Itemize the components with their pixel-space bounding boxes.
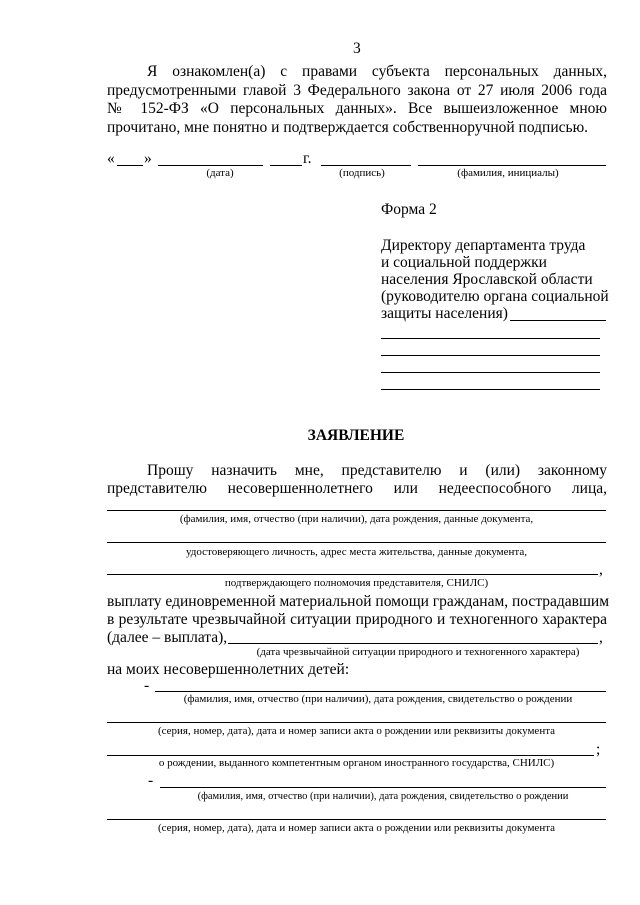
consent-line-3: № 152-ФЗ «О персональных данных». Все вышеизложенное мною (107, 100, 607, 117)
addressee-line-2: и социальной поддержки (381, 254, 547, 271)
application-line-3: выплату единовременной материальной помощи гражданам, пострадавшим (107, 593, 610, 610)
emergency-caption: (дата чрезвычайной ситуации природного и техногенного характера) (256, 646, 580, 658)
applicant-field-3[interactable] (381, 372, 600, 373)
child-1-name-field[interactable] (155, 691, 606, 692)
name-initials-field[interactable] (418, 165, 606, 166)
date-caption: (дата) (206, 167, 234, 179)
year-field[interactable] (270, 165, 302, 166)
representative-caption-2: удостоверяющего личность, адрес места жительства, данные документа, (186, 546, 527, 558)
consent-line-4: прочитано, мне понятно и подтверждается собственноручной подписью. (107, 119, 589, 136)
child-2-name-caption: (фамилия, имя, отчество (при наличии), дата рождения, свидетельство о рождении (197, 791, 569, 802)
form-label: Форма 2 (381, 201, 437, 218)
child-2-series-caption: (серия, номер, дата), дата и номер записи акта о рождении или реквизиты документа (157, 822, 556, 834)
addressee-line-5: защиты населения) (381, 305, 508, 322)
day-field[interactable] (117, 165, 143, 166)
child-1-semicolon: ; (596, 741, 601, 758)
addressee-line-4: (руководителю органа социальной (381, 288, 609, 305)
year-suffix: г. (303, 150, 312, 167)
application-line-2: представителю несовершеннолетнего или недееспособного лица, (107, 480, 607, 497)
consent-line-2: предусмотренными главой 3 Федерального закона от 27 июля 2006 года (107, 82, 607, 99)
applicant-field-2[interactable] (381, 355, 600, 356)
applicant-field-4[interactable] (381, 389, 600, 390)
applicant-field-1[interactable] (381, 338, 600, 339)
signature-field[interactable] (321, 165, 411, 166)
representative-caption-3: подтверждающего полномочия представителя, СНИЛС) (224, 577, 489, 589)
representative-field-3[interactable] (107, 574, 598, 575)
application-line-1: Прошу назначить мне, представителю и (или) законному (147, 462, 607, 479)
representative-field-1[interactable] (107, 510, 606, 511)
child-1-series-caption: (серия, номер, дата), дата и номер записи акта о рождении или реквизиты документа (157, 725, 556, 737)
name-caption: (фамилия, инициалы) (457, 167, 559, 179)
child-2-series-field[interactable] (107, 819, 606, 820)
addressee-line-1: Директору департамента труда (381, 237, 586, 254)
quote-close: » (144, 150, 152, 167)
application-line-5: (далее – выплата), (107, 629, 228, 646)
child-1-series-field[interactable] (107, 722, 606, 723)
emergency-comma: , (599, 629, 603, 646)
child-1-foreign-caption: о рождении, выданного компетентным органом иностранного государства, СНИЛС) (158, 757, 555, 769)
representative-field-2[interactable] (107, 542, 606, 543)
signature-caption: (подпись) (339, 167, 385, 179)
page-number: 3 (353, 40, 361, 57)
consent-line-1: Я ознакомлен(а) с правами субъекта персональных данных, (147, 63, 607, 80)
official-name-field[interactable] (510, 320, 606, 321)
document-title: ЗАЯВЛЕНИЕ (307, 427, 405, 444)
child-1-foreign-field[interactable] (107, 755, 594, 756)
application-line-4: в результате чрезвычайной ситуации природного и техногенного характера (107, 611, 607, 628)
child-1-name-caption: (фамилия, имя, отчество (при наличии), дата рождения, свидетельство о рождении (183, 693, 573, 705)
child-1-dash: - (144, 677, 150, 694)
application-line-6: на моих несовершеннолетних детей: (107, 661, 350, 678)
addressee-line-3: населения Ярославской области (381, 271, 593, 288)
child-2-dash: - (148, 772, 154, 789)
child-2-name-field[interactable] (160, 787, 606, 788)
representative-comma: , (599, 561, 603, 578)
quote-open: « (107, 150, 115, 167)
representative-caption-1: (фамилия, имя, отчество (при наличии), дата рождения, данные документа, (179, 513, 534, 525)
month-field[interactable] (158, 165, 263, 166)
emergency-date-field[interactable] (228, 643, 598, 644)
